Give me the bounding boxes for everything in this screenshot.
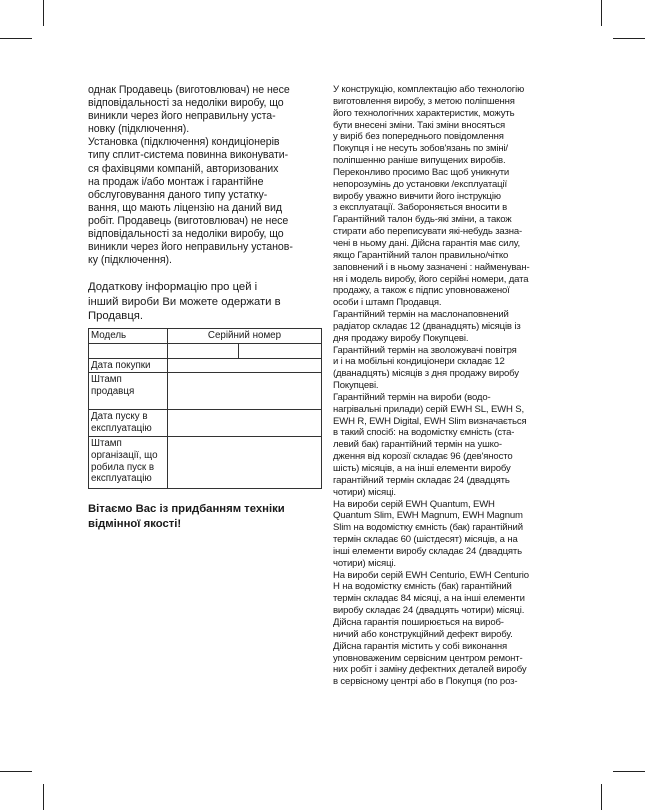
text-line: чотири) місяці.: [333, 486, 396, 498]
text-line: уповноваженим сервісним центром ремонт-: [333, 652, 523, 664]
text-line: термін складає 60 (шістдесят) місяців, а на: [333, 534, 518, 546]
text-line: чені в ньому дані. Дійсна гарантія має силу,: [333, 237, 520, 249]
text-line: в сервісному центрі або в Покупця (по роз-: [333, 676, 518, 688]
text-line: Покупцеві.: [333, 380, 379, 392]
text-line: Покупця і не несуть зобов'язань по зміні/: [333, 143, 508, 155]
serial-number-label: Серійний номер: [168, 329, 322, 344]
text-line: заповнений і в ньому зазначені : найменуван-: [333, 261, 530, 273]
text-line: поліпшенню раніше випущених виробів.: [333, 155, 506, 167]
crop-mark: [0, 38, 32, 39]
text-line: Гарантійний талон будь-які зміни, а також: [333, 214, 512, 226]
text-line: Quantum Slim, EWH Magnum, EWH Magnum: [333, 510, 523, 522]
text-line: Дійсна гарантія містить у собі виконання: [333, 640, 508, 652]
crop-mark: [43, 784, 44, 810]
text-line: радіатор складає 12 (дванадцять) місяців із: [333, 320, 521, 332]
text-line: шість) місяців, а на інші елементи виробу: [333, 463, 511, 474]
crop-mark: [601, 0, 602, 26]
warranty-terms-text: [333, 84, 565, 688]
serial-number-field-2[interactable]: [239, 343, 322, 358]
purchase-date-field[interactable]: [168, 358, 322, 373]
text-line: нагрівальні прилади) серій EWH SL, EWH S,: [333, 403, 524, 415]
text-line: якщо Гарантійний талон правильно/чітко: [333, 249, 509, 261]
text-line: них робіт і заміну дефектних деталей виробу: [333, 664, 527, 676]
crop-mark: [0, 771, 32, 772]
organization-stamp-field[interactable]: [168, 437, 322, 489]
model-field[interactable]: [89, 343, 168, 358]
paragraph-installation-liability: однак Продавець (виготовлювач) не несе відповідальності за недоліки виробу, що виникли через його неправильну уста- новку (підключення).: [88, 84, 290, 136]
text-line: виробу уважно вивчити його інструкцію: [333, 190, 501, 202]
crop-mark: [43, 0, 44, 26]
text-line: непорозумінь до установки /експлуатації: [333, 178, 507, 190]
text-line: чотири) місяці.: [333, 557, 396, 569]
text-line: виробу складає 24 (двадцять чотири) місяці.: [333, 605, 525, 617]
seller-stamp-label: Штамп продавця: [89, 373, 168, 410]
text-line: Дійсна гарантія поширюється на вироб-: [333, 616, 504, 628]
right-column: [333, 84, 565, 688]
text-line: EWH R, EWH Digital, EWH Slim визначається: [333, 415, 527, 427]
text-line: у виріб без попереднього повідомлення: [333, 131, 504, 143]
text-line: його технологічних характеристик, можуть: [333, 107, 515, 119]
text-line: в такий спосіб: на водомістку ємність (ста-: [333, 427, 515, 439]
paragraph-additional-info: Додаткову інформацію про цей і інший вироби Ви можете одержати в Продавця.: [88, 281, 281, 322]
left-column: [88, 84, 324, 542]
text-line: H на водомістку ємність (бак) гарантійний: [333, 581, 512, 593]
model-label: Модель: [89, 329, 168, 344]
crop-mark: [601, 784, 602, 810]
seller-stamp-field[interactable]: [168, 373, 322, 410]
greeting-text: Вітаємо Вас із придбанням техніки відмінної якості!: [88, 503, 285, 530]
purchase-date-label: Дата покупки: [89, 358, 168, 373]
start-date-field[interactable]: [168, 410, 322, 437]
text-line: стирати або переписувати які-небудь зазна-: [333, 226, 523, 238]
text-line: левий бак) гарантійний термін на ушко-: [333, 439, 502, 451]
text-line: Гарантійний термін на маслонаповнений: [333, 309, 509, 321]
text-line: ня і модель виробу, його серійні номери, дата: [333, 273, 529, 285]
warranty-form-table: [88, 328, 322, 489]
text-line: У конструкцію, комплектацію або технологію: [333, 84, 525, 95]
text-line: Slim на водомістку ємність (бак) гарантійний: [333, 522, 523, 534]
text-line: гарантійний термін складає 24 (двадцять: [333, 474, 510, 486]
text-line: бути внесені зміни. Такі зміни вносяться: [333, 119, 506, 131]
text-line: дження від корозії складає 96 (дев'яносто: [333, 451, 513, 463]
text-line: ничий або конструкційний дефект виробу.: [333, 628, 513, 640]
text-line: з експлуатації. Забороняється вносити в: [333, 202, 508, 214]
crop-mark: [613, 771, 645, 772]
text-line: виготовлення виробу, з метою поліпшення: [333, 95, 515, 107]
crop-mark: [613, 38, 645, 39]
text-line: Гарантійний термін на зволожувачі повітря: [333, 344, 517, 356]
organization-stamp-label: Штамп організації, що робила пуск в експлуатацію: [89, 437, 168, 489]
text-line: (дванадцять) місяців з дня продажу виробу: [333, 368, 519, 380]
text-line: Переконливо просимо Вас щоб уникнути: [333, 166, 510, 178]
text-line: На вироби серій EWH Centurio, EWH Centurio: [333, 569, 529, 581]
paragraph-split-system-installation: Установка (підключення) кондиціонерів типу сплит-система повинна виконувати- ся фахівцями компаній, авторизованих на продаж і/або монтаж і гарантійне обслуговування даного типу устатку- вання, що мають ліцензію на даний вид робіт. Продавець (виготовлювач) не несе відповідальності за недоліки виробу, що виникли через його неправильну установ- ку (підключення).: [88, 136, 293, 267]
text-line: термін складає 84 місяці, а на інші елементи: [333, 593, 525, 605]
start-date-label: Дата пуску в експлуатацію: [89, 410, 168, 437]
text-line: особи і штамп Продавця.: [333, 297, 442, 309]
serial-number-field-1[interactable]: [168, 343, 239, 358]
text-line: інші елементи виробу складає 24 (двадцять: [333, 545, 522, 557]
text-line: Гарантійний термін на вироби (водо-: [333, 391, 491, 403]
text-line: дня продажу виробу Покупцеві.: [333, 332, 469, 344]
text-line: и і на мобільні кондиціонери складає 12: [333, 356, 505, 368]
text-line: продажу, а також є підпис уповноваженої: [333, 285, 510, 297]
text-line: На вироби серій EWH Quantum, EWH: [333, 498, 495, 510]
